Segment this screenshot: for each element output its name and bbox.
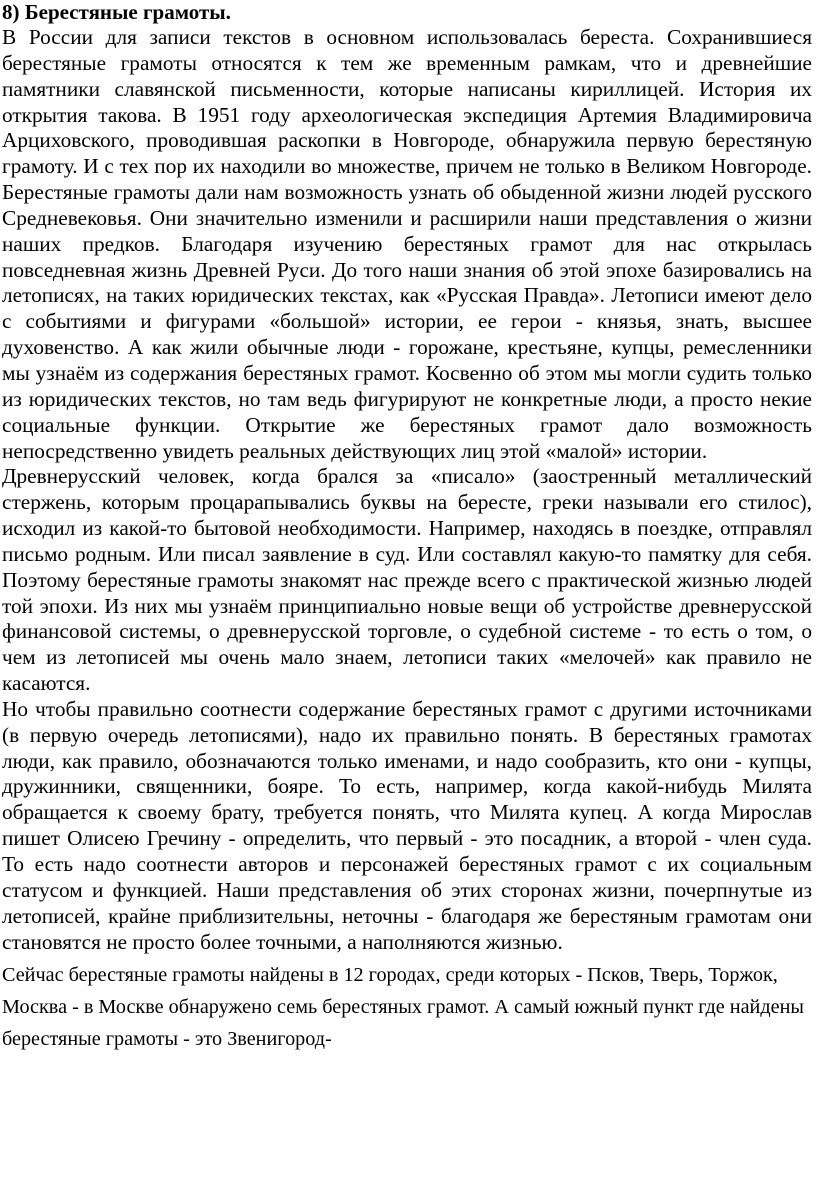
paragraph-interpretation: Но чтобы правильно соотнести содержание берестяных грамот с другими источниками (в первую очередь летописями), надо их правильно понять. В берестяных грамотах люди, как правило, обозначаются только именами, и надо сообразить, кто они - купцы, дружинники, священники, бояре. То есть, например, когда какой-нибудь Милята обращается к своему брату, требуется понять, что Милята купец. А когда Мирослав пишет Олисею Гречину - определить, что первый - это посадник, а второй - член суда. То есть надо соотнести авторов и персонажей берестяных грамот с их социальным статусом и функцией. Наши представления об этих сторонах жизни, почерпнутые из летописей, крайне приблизительны, неточны - благодаря же берестяным грамотам они становятся не просто более точными, а наполняются жизнью. [2, 696, 812, 954]
paragraph-discovery: В России для записи текстов в основном использовалась береста. Сохранившиеся берестяные грамоты относятся к тем же временным рамкам, что и древнейшие памятники славянской письменности, которые написаны кириллицей. История их открытия такова. В 1951 году археологическая экспедиция Артемия Владимировича Арциховского, проводившая раскопки в Новгороде, обнаружила первую берестяную грамоту. И с тех пор их находили во множестве, причем не только в Великом Новгороде. Берестяные грамоты дали нам возможность узнать об обыденной жизни людей русского Средневековья. Они значительно изменили и расширили наши представления о жизни наших предков. Благодаря изучению берестяных грамот для нас открылась повседневная жизнь Древней Руси. До того наши знания об этой эпохе базировались на летописях, на таких юридических текстах, как «Русская Правда». Летописи имеют дело с событиями и фигурами «большой» истории, ее герои - князья, знать, высшее духовенство. А как жили обычные люди - горожане, крестьяне, купцы, ремесленники мы узнаём из содержания берестяных грамот. Косвенно об этом мы могли судить только из юридических текстов, но там ведь фигурируют не конкретные люди, а просто некие социальные функции. Открытие же берестяных грамот дало возможность непосредственно увидеть реальных действующих лиц этой «малой» истории. [2, 25, 812, 463]
section-heading: 8) Берестяные грамоты. [2, 0, 231, 24]
paragraph-writing-purpose: Древнерусский человек, когда брался за «писало» (заостренный металлический стержень, которым процарапывались буквы на бересте, греки называли его стилос), исходил из какой-то бытовой необходимости. Например, находясь в поездке, отправлял письмо родным. Или писал заявление в суд. Или составлял какую-то памятку для себя. Поэтому берестяные грамоты знакомят нас прежде всего с практической жизнью людей той эпохи. Из них мы узнаём принципиально новые вещи об устройстве древнерусской финансовой системы, о древнерусской торговле, о судебной системе - то есть о том, о чем из летописей мы очень мало знаем, летописи таких «мелочей» как правило не касаются. [2, 464, 812, 696]
paragraph-locations: Сейчас берестяные грамоты найдены в 12 городах, среди которых - Псков, Тверь, Торжок, Москва - в Москве обнаружено семь берестяных грамот. А самый южный пункт где найдены берестяные грамоты - это Звенигород- [2, 964, 804, 1051]
